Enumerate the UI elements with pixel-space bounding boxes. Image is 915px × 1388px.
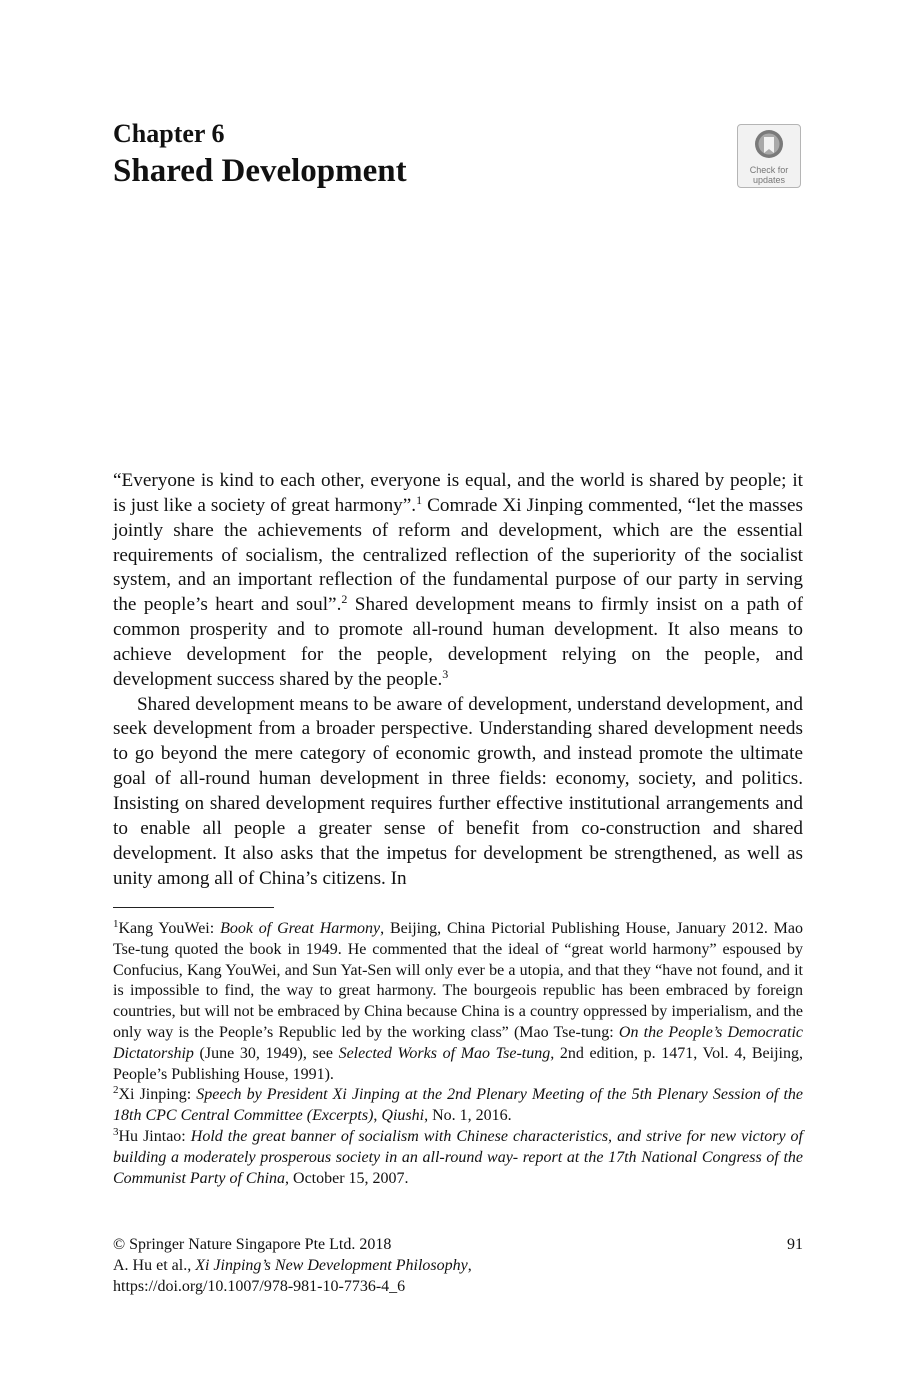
footnote-text: , <box>373 1107 382 1125</box>
footnote-title: Speech by President Xi Jinping at the 2nd Plenary Meeting of the 5th Plenary Session of the 18th CPC Central Committee (Excerpts) <box>113 1086 804 1125</box>
citation <box>113 1255 803 1276</box>
doi-link[interactable]: https://doi.org/10.1007/978-981-10-7736-4_6 <box>113 1278 406 1295</box>
footnote-text: , 2nd edition, p. 1471, Vol. 4, Beijing, People’s Publishing House, 1991). <box>113 1044 803 1083</box>
badge-line-2: updates <box>752 175 786 185</box>
bookmark-icon <box>754 129 784 163</box>
book-title: Xi Jinping’s New Development Philosophy <box>195 1257 468 1274</box>
page-number: 91 <box>787 1236 803 1253</box>
footnote-ref-3[interactable]: 3 <box>442 666 449 681</box>
badge-line-1: Check for <box>749 165 789 175</box>
footnote-text: Hu Jintao: <box>118 1127 191 1145</box>
citation-comma: , <box>467 1257 472 1274</box>
footnote-text: , October 15, 2007. <box>285 1169 409 1187</box>
footnote-divider <box>113 907 274 908</box>
chapter-label: Chapter 6 <box>113 119 225 148</box>
badge-label <box>738 165 800 185</box>
footnote-3 <box>113 1127 803 1189</box>
sentence: Comrade Xi Jinping commented, “let the masses jointly share the achievements of reform and development, which are the essential requirements of socialism, the centralized reflection of the superiority of the socialist system, and an important reflection of the fundamental purpose of our party in serving the people’s heart and soul”. <box>113 494 803 616</box>
footnote-title: Selected Works of Mao Tse-tung <box>338 1044 551 1062</box>
check-for-updates-badge[interactable] <box>737 124 801 188</box>
chapter-title: Shared Development <box>113 153 407 189</box>
footnote-text: Kang YouWei: <box>118 920 221 937</box>
sentence: “Everyone is kind to each other, everyone is equal, and the world is shared by people; it is just like a society of great harmony”. <box>113 470 803 516</box>
authors: A. Hu et al., <box>113 1257 196 1274</box>
footnote-number: 3 <box>113 1125 119 1138</box>
footnote-text: (June 30, 1949), see <box>193 1044 339 1062</box>
copyright: © Springer Nature Singapore Pte Ltd. 2018 <box>113 1236 392 1253</box>
footnote-title: Qiushi <box>381 1107 425 1125</box>
footnote-number: 1 <box>113 918 119 930</box>
footnote-1 <box>113 919 803 1085</box>
body-text <box>113 469 803 891</box>
footnote-title: Book of Great Harmony <box>220 920 381 937</box>
footnote-title: On the People’s Democratic Dictatorship <box>113 1023 804 1062</box>
footnote-ref-1[interactable]: 1 <box>416 492 423 507</box>
page-footer <box>113 1234 803 1297</box>
footnote-ref-2[interactable]: 2 <box>341 592 348 607</box>
footnote-2 <box>113 1085 803 1127</box>
footnote-number: 2 <box>113 1084 119 1097</box>
paragraph-1 <box>113 469 803 693</box>
footnotes <box>113 919 803 1189</box>
footnote-title: Hold the great banner of socialism with Chinese characteristics, and strive for new victory of building a moderately prosperous society in an all-round way- report at the 17th National Congress of the Communist Party of China <box>113 1127 804 1187</box>
footnote-text: , Beijing, China Pictorial Publishing House, January 2012. Mao Tse-tung quoted the book in 1949. He commented that the ideal of “great world harmony” espoused by Confucius, Kang YouWei, and Sun Yat-Sen will only ever be a utopia, and that they “have not found, and it is impossible to find, the way to great harmony. The bourgeois republic has been embraced by foreign countries, but will not be embraced by China because China is a country oppressed by imperialism, and the only way is the People’s Republic led by the working class” (Mao Tse-tung: <box>113 920 804 1041</box>
footnote-text: , No. 1, 2016. <box>424 1107 512 1125</box>
sentence: Shared development means to firmly insist on a path of common prosperity and to promote all-round human development. It also means to achieve development for the people, development relying on the people, and development success shared by the people. <box>113 594 804 690</box>
footnote-text: Xi Jinping: <box>118 1086 197 1104</box>
paragraph-2: Shared development means to be aware of development, understand development, and seek development from a broader perspective. Understanding shared development needs to go beyond the mere category of economic growth, and instead promote the ultimate goal of all-round human development in three fields: economy, society, and politics. Insisting on shared development requires further effective institutional arrangements and to enable all people a greater sense of benefit from co-construction and shared development. It also asks that the impetus for development be strengthened, as well as unity among all of China’s citizens. In <box>113 693 803 889</box>
